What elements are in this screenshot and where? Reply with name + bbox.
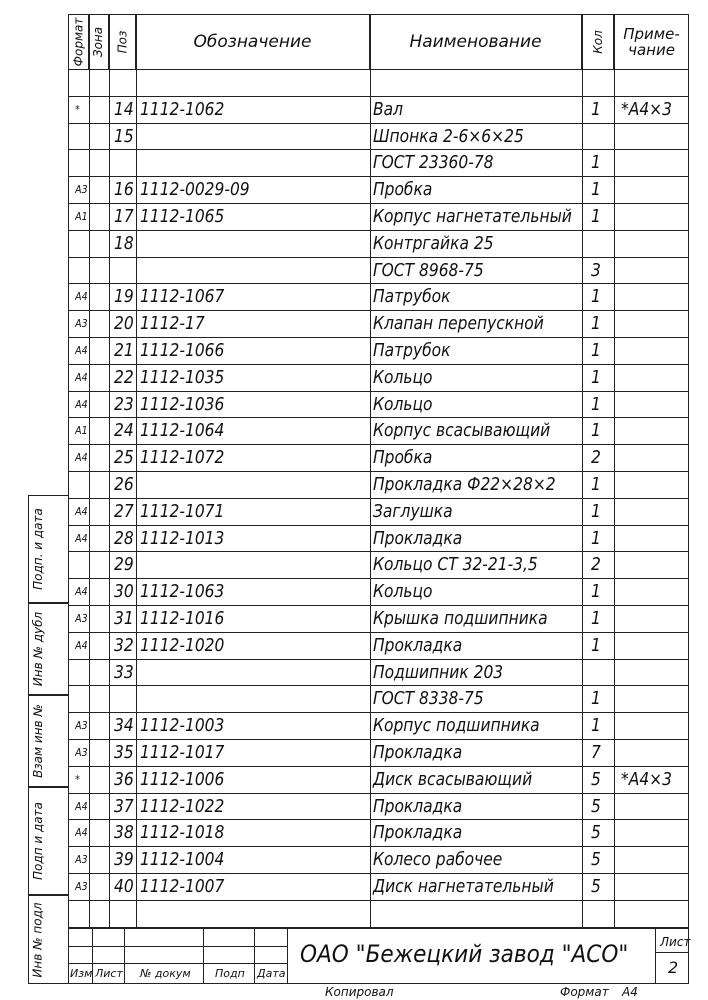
cell-qty: 1 (591, 313, 601, 335)
cell-qty: 1 (591, 715, 601, 737)
tb-line-3 (203, 928, 204, 984)
side-label-sign-date-1 (28, 495, 48, 603)
cell-fmt: А4 (75, 826, 88, 840)
header-designation (136, 14, 370, 69)
cell-des: 1112-1017 (140, 742, 225, 763)
title-block-top-line (68, 928, 689, 929)
cell-qty: 5 (591, 795, 601, 817)
header-pos-label: Поз (115, 30, 129, 53)
cell-pos: 36 (114, 768, 134, 790)
side-text-vzam-inv: Взам инв № (31, 704, 46, 778)
cell-name: Прокладка (373, 634, 463, 656)
cell-qty: 1 (591, 179, 601, 201)
cell-des: 1112-1036 (140, 393, 225, 415)
tb-line-4 (254, 928, 255, 984)
cell-qty: 1 (591, 152, 601, 174)
header-pos (109, 14, 136, 69)
side-text-sign-date-1: Подп. и дата (31, 508, 45, 590)
cell-name: Вал (373, 98, 404, 120)
cell-qty: 1 (591, 688, 601, 710)
cell-fmt: А4 (75, 397, 88, 411)
cell-pos: 34 (114, 715, 134, 737)
cell-fmt: А4 (75, 531, 88, 545)
cell-des: 1112-17 (140, 313, 205, 335)
cell-qty: 1 (591, 474, 601, 495)
cell-name: Колесо рабочее (373, 849, 503, 871)
cell-pos: 18 (114, 232, 134, 254)
cell-name: Кольцо (373, 366, 433, 388)
cell-des: 1112-1016 (140, 608, 225, 629)
cell-des: 1112-1004 (140, 849, 225, 871)
tb-line-6 (655, 928, 656, 984)
side-text-inv-podl: Инв № подл (31, 901, 46, 978)
cell-des: 1112-1072 (140, 447, 225, 469)
cell-pos: 24 (114, 420, 134, 442)
cell-fmt: А3 (75, 612, 88, 625)
cell-fmt: А4 (75, 344, 88, 357)
cell-qty: 5 (591, 822, 601, 844)
cell-pos: 21 (114, 340, 134, 361)
cell-fmt: А3 (75, 880, 88, 893)
cell-name: Кольцо СТ 32-21-3,5 (373, 554, 538, 576)
cell-name: Пробка (373, 447, 433, 469)
cell-qty: 1 (591, 393, 601, 415)
cell-name: Прокладка (373, 742, 463, 763)
cell-qty: 1 (591, 581, 601, 603)
cell-name: Корпус нагнетательный (373, 206, 572, 227)
cell-fmt: А4 (75, 638, 88, 652)
cell-fmt: А4 (75, 290, 88, 304)
tb-label-list: Лист (95, 967, 123, 980)
cell-fmt: А3 (75, 719, 88, 733)
cell-qty: 1 (591, 608, 601, 629)
cell-pos: 15 (114, 125, 134, 147)
header-note (614, 14, 689, 69)
cell-name: Пробка (373, 179, 433, 201)
tb-label-sign: Подп (215, 967, 245, 980)
side-label-vzam-inv (28, 695, 48, 787)
cell-qty: 1 (591, 420, 601, 442)
tb-inner-line-2 (68, 963, 287, 964)
footer-copied: Копировал (325, 985, 394, 999)
cell-qty: 1 (591, 634, 601, 656)
cell-pos: 14 (114, 98, 134, 120)
cell-name: Прокладка (373, 795, 463, 817)
cell-fmt: А4 (75, 799, 88, 813)
cell-pos: 25 (114, 447, 134, 469)
cell-des: 1112-1007 (140, 876, 225, 897)
tb-label-izm: Изм (70, 967, 93, 980)
cell-name: Шпонка 2-6×6×25 (373, 125, 524, 147)
cell-des: 1112-1020 (140, 634, 225, 656)
cell-qty: 5 (591, 768, 601, 790)
cell-name: Патрубок (373, 340, 451, 361)
row-line (68, 69, 689, 70)
cell-name: Кольцо (373, 393, 433, 415)
cell-name: Прокладка Ф22×28×2 (373, 474, 556, 495)
cell-fmt: А3 (75, 853, 88, 867)
header-qty-label: Кол (590, 29, 605, 54)
cell-name: Патрубок (373, 286, 451, 308)
cell-des: 1112-1035 (140, 366, 225, 388)
cell-fmt: * (75, 102, 80, 116)
cell-des: 1112-1022 (140, 795, 225, 817)
cell-des: 1112-1064 (140, 420, 225, 442)
cell-qty: 3 (591, 259, 601, 281)
cell-fmt: А3 (75, 746, 88, 759)
cell-fmt: А4 (75, 504, 88, 518)
cell-qty: 1 (591, 366, 601, 388)
header-note-label: Приме- чание (623, 24, 680, 59)
cell-qty: 5 (591, 876, 601, 897)
cell-name: ГОСТ 8968-75 (373, 259, 484, 281)
cell-name: ГОСТ 23360-78 (373, 152, 494, 174)
cell-name: Прокладка (373, 822, 463, 844)
cell-des: 1112-1013 (140, 527, 225, 549)
cell-pos: 39 (114, 849, 134, 871)
tb-sheet-number: 2 (668, 958, 679, 977)
cell-name: Корпус подшипника (373, 715, 540, 737)
header-name (370, 14, 582, 69)
header-designation-label: Обозначение (193, 31, 312, 52)
cell-des: 1112-1067 (140, 286, 225, 308)
cell-des: 1112-1066 (140, 340, 225, 361)
side-text-inv-dubl: Инв № дубл (31, 611, 46, 687)
cell-qty: 1 (591, 500, 601, 522)
cell-qty: 1 (591, 286, 601, 308)
cell-des: 1112-1063 (140, 581, 225, 603)
cell-pos: 27 (114, 500, 134, 522)
footer-format-value: А4 (622, 985, 638, 999)
cell-fmt: А1 (75, 424, 88, 438)
cell-qty: 5 (591, 849, 601, 871)
cell-name: Подшипник 203 (373, 661, 504, 683)
cell-pos: 22 (114, 366, 134, 388)
header-format (68, 14, 89, 69)
cell-qty: 7 (591, 742, 601, 763)
header-zone (89, 14, 109, 69)
cell-fmt: * (75, 772, 80, 786)
cell-des: 1112-1018 (140, 822, 225, 844)
cell-pos: 23 (114, 393, 134, 415)
cell-note: *А4×3 (621, 768, 673, 790)
cell-des: 1112-0029-09 (140, 179, 250, 201)
cell-pos: 17 (114, 206, 134, 227)
cell-fmt: А4 (75, 370, 88, 384)
cell-name: Контргайка 25 (373, 232, 494, 254)
cell-name: Заглушка (373, 500, 453, 522)
cell-qty: 1 (591, 527, 601, 549)
cell-pos: 29 (114, 554, 134, 576)
tb-line-2 (124, 928, 125, 984)
cell-note: *А4×3 (621, 98, 673, 120)
cell-pos: 35 (114, 742, 134, 763)
cell-name: ГОСТ 8338-75 (373, 688, 484, 710)
cell-des: 1112-1065 (140, 206, 225, 227)
cell-des: 1112-1071 (140, 500, 225, 522)
tb-inner-line-1 (68, 946, 287, 947)
cell-qty: 1 (591, 206, 601, 227)
cell-name: Клапан перепускной (373, 313, 544, 335)
cell-fmt: А3 (75, 317, 88, 331)
cell-pos: 16 (114, 179, 134, 201)
tb-label-doc-no: № докум (140, 967, 191, 980)
side-label-inv-podl (28, 895, 48, 984)
cell-pos: 19 (114, 286, 134, 308)
header-qty (582, 14, 614, 69)
cell-name: Кольцо (373, 581, 433, 603)
cell-pos: 40 (114, 876, 134, 897)
tb-sheet-line (655, 952, 689, 953)
side-text-sign-date-2: Подп и дата (31, 802, 45, 880)
tb-label-date: Дата (257, 967, 286, 980)
header-name-label: Наименование (409, 31, 542, 52)
cell-des: 1112-1062 (140, 98, 225, 120)
side-label-sign-date-2 (28, 787, 48, 895)
tb-sheet-label: Лист (660, 935, 691, 949)
row-line (68, 900, 689, 901)
cell-fmt: А3 (75, 183, 88, 197)
cell-pos: 28 (114, 527, 134, 549)
cell-pos: 26 (114, 474, 134, 495)
company-name: ОАО "Бежецкий завод "АСО" (300, 940, 629, 968)
cell-pos: 30 (114, 581, 134, 603)
tb-line-5 (287, 928, 288, 984)
cell-name: Диск нагнетательный (373, 876, 554, 897)
cell-name: Прокладка (373, 527, 463, 549)
cell-fmt: А4 (75, 585, 88, 599)
cell-pos: 20 (114, 313, 134, 335)
cell-des: 1112-1006 (140, 768, 225, 790)
cell-name: Диск всасывающий (373, 768, 533, 790)
cell-qty: 2 (591, 554, 601, 576)
cell-pos: 32 (114, 634, 134, 656)
cell-fmt: А1 (75, 210, 88, 223)
cell-pos: 31 (114, 608, 134, 629)
cell-fmt: А4 (75, 451, 88, 465)
header-format-label: Формат (71, 17, 85, 66)
cell-pos: 37 (114, 795, 134, 817)
side-label-inv-dubl (28, 603, 48, 695)
cell-name: Крышка подшипника (373, 608, 548, 629)
cell-pos: 33 (114, 661, 134, 683)
cell-qty: 2 (591, 447, 601, 469)
footer-format-label: Формат (560, 985, 609, 999)
cell-des: 1112-1003 (140, 715, 225, 737)
cell-name: Корпус всасывающий (373, 420, 551, 442)
cell-qty: 1 (591, 340, 601, 361)
header-zone-label: Зона (91, 26, 106, 57)
cell-pos: 38 (114, 822, 134, 844)
cell-qty: 1 (591, 98, 601, 120)
